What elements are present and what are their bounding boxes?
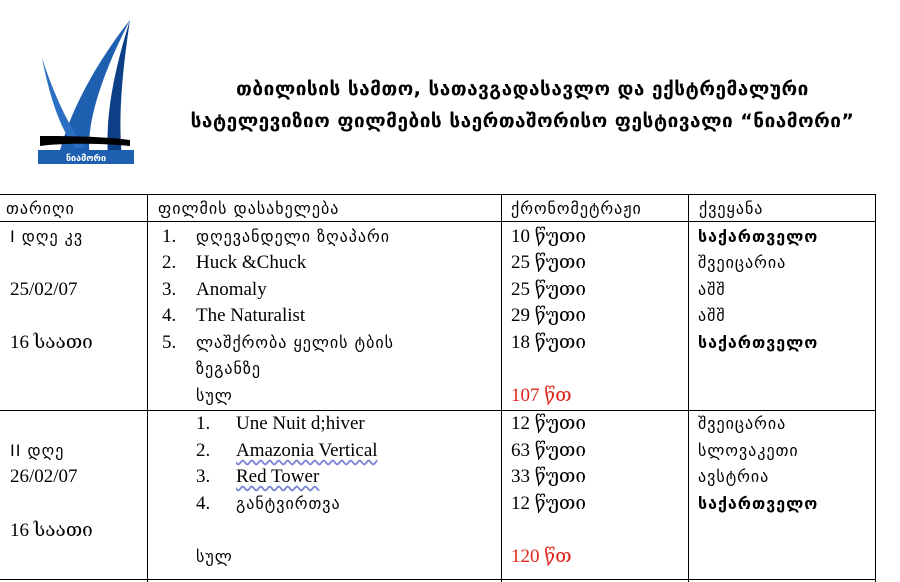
header-date: თარიღი xyxy=(6,199,75,218)
country: საქართველო xyxy=(698,333,819,352)
table-row: 4. განტვირთვა xyxy=(196,493,341,514)
table-row: 2. Huck &Chuck xyxy=(162,252,307,273)
table-row: 3. Anomaly xyxy=(162,279,267,300)
day1-total-label: სულ xyxy=(196,386,233,405)
duration: 10 წუთი xyxy=(511,226,587,247)
svg-text:ნიამორი: ნიამორი xyxy=(65,154,107,164)
niamori-logo xyxy=(30,18,140,168)
day2-label: II დღე xyxy=(10,441,65,460)
duration: 63 წუთი xyxy=(511,440,587,461)
header-timing: ქრონომეტრაჟი xyxy=(511,199,642,218)
title-line-1: თბილისის სამთო, სათავგადასავლო და ექსტრემალური xyxy=(236,78,809,100)
title-line-2: სატელევიზიო ფილმების საერთაშორისო ფესტივალი “ნიამორი” xyxy=(190,110,855,132)
day2-time: 16 საათი xyxy=(10,520,93,541)
duration: 12 წუთი xyxy=(511,493,587,514)
day1-time: 16 საათი xyxy=(10,332,93,353)
day2-total: 120 წთ xyxy=(511,546,572,567)
day1-date: 25/02/07 xyxy=(10,279,78,300)
country: შვეიცარია xyxy=(698,253,787,272)
duration: 25 წუთი xyxy=(511,279,587,300)
day2-date: 26/02/07 xyxy=(10,466,78,487)
duration: 25 წუთი xyxy=(511,252,587,273)
day2-total-label: სულ xyxy=(196,547,233,566)
table-row: 5. ლაშქრობა ყელის ტბის xyxy=(162,332,394,353)
country: აშშ xyxy=(698,306,726,325)
duration: 29 წუთი xyxy=(511,305,587,326)
country: საქართველო xyxy=(698,494,819,513)
country: სლოვაკეთი xyxy=(698,441,799,460)
header-film: ფილმის დასახელება xyxy=(158,199,340,218)
table-row: 3. Red Tower xyxy=(196,466,320,487)
duration: 12 წუთი xyxy=(511,413,587,434)
duration: 33 წუთი xyxy=(511,466,587,487)
table-row: 1. Une Nuit d;hiver xyxy=(196,413,365,434)
country: შვეიცარია xyxy=(698,414,787,433)
header-country: ქვეყანა xyxy=(699,199,764,218)
table-row: 1. დღევანდელი ზღაპარი xyxy=(162,226,391,247)
day1-label: I დღე კვ xyxy=(10,227,84,246)
country: საქართველო xyxy=(698,227,819,246)
table-row: 2. Amazonia Vertical xyxy=(196,440,378,461)
table-row: 4. The Naturalist xyxy=(162,305,306,326)
country: აშშ xyxy=(698,280,726,299)
day1-total: 107 წთ xyxy=(511,385,572,406)
duration: 18 წუთი xyxy=(511,332,587,353)
film-title-continued: ზეგანზე xyxy=(196,359,262,378)
country: ავსტრია xyxy=(698,467,770,486)
